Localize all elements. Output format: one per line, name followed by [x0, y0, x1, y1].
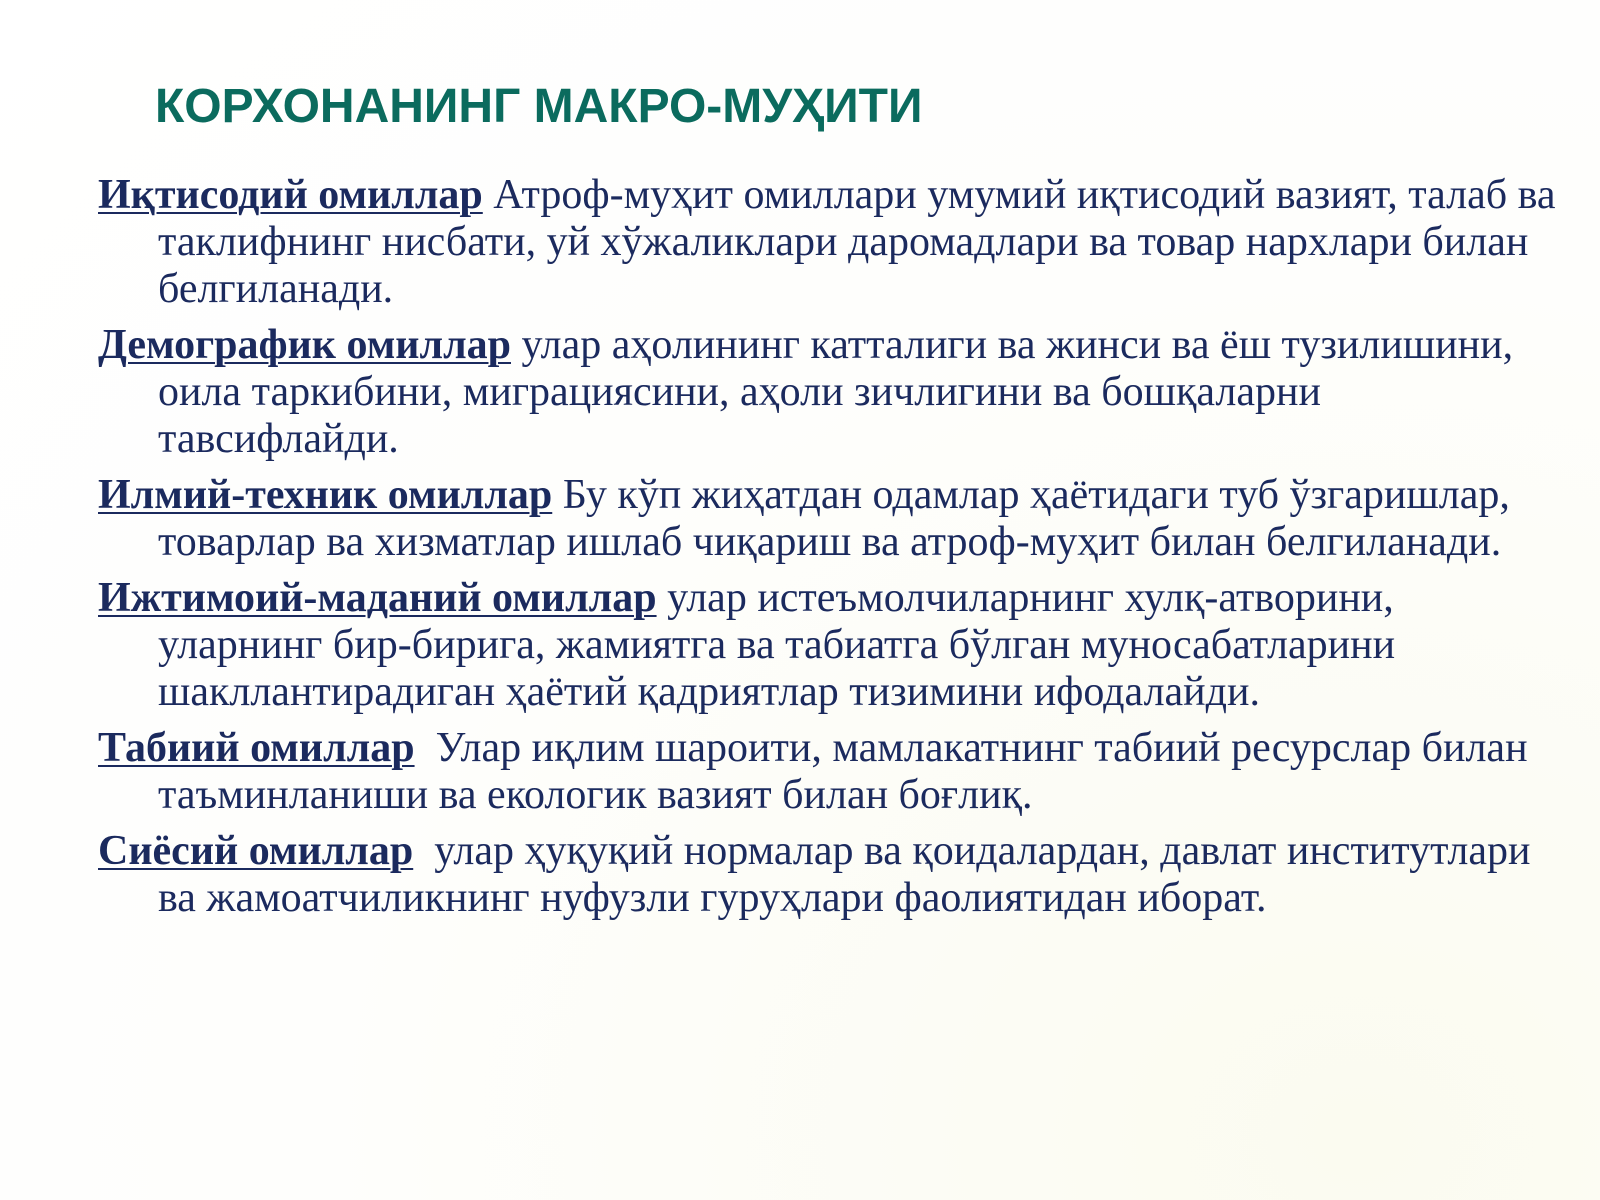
- factor-description: улар аҳолининг катталиги ва жинси ва ёш тузилишини, оила таркибини, миграциясини, аҳоли зичлигини ва бошқаларни тавсифлайди.: [158, 322, 1514, 462]
- factor-description: Атроф-муҳит омиллари умумий иқтисодий вазият, талаб ва таклифнинг нисбати, уй хўжаликлари даромадлари ва товар нархлари билан белгиланади.: [158, 172, 1556, 312]
- factor-item-natural: [98, 725, 1558, 819]
- factor-item-technological: [98, 472, 1558, 566]
- factor-list: [98, 172, 1558, 931]
- factor-term: Иқтисодий омиллар: [98, 172, 483, 218]
- factor-term: Ижтимоий-маданий омиллар: [98, 575, 657, 621]
- factor-term: Табиий омиллар: [98, 725, 415, 771]
- factor-description: Улар иқлим шароити, мамлакатнинг табиий ресурслар билан таъминланиши ва екологик вазият билан боғлиқ.: [158, 725, 1528, 818]
- factor-item-sociocultural: [98, 575, 1558, 716]
- factor-description: Бу кўп жиҳатдан одамлар ҳаётидаги туб ўзгаришлар, товарлар ва хизматлар ишлаб чиқариш ва атроф-муҳит билан белгиланади.: [158, 472, 1510, 565]
- factor-item-demographic: [98, 322, 1558, 463]
- factor-term: Сиёсий омиллар: [98, 828, 414, 874]
- factor-item-economic: [98, 172, 1558, 313]
- factor-description: улар ҳуқуқий нормалар ва қоидалардан, давлат институтлари ва жамоатчиликнинг нуфузли гуруҳлари фаолиятидан иборат.: [158, 828, 1531, 921]
- factor-item-political: [98, 828, 1558, 922]
- factor-term: Демографик омиллар: [98, 322, 511, 368]
- slide-title: КОРХОНАНИНГ МАКРО-МУҲИТИ: [155, 80, 923, 133]
- factor-term: Илмий-техник омиллар: [98, 472, 553, 518]
- factor-description: улар истеъмолчиларнинг хулқ-атворини, уларнинг бир-бирига, жамиятга ва табиатга бўлган муносабатларини шакллантирадиган ҳаётий қадриятлар тизимини ифодалайди.: [158, 575, 1396, 715]
